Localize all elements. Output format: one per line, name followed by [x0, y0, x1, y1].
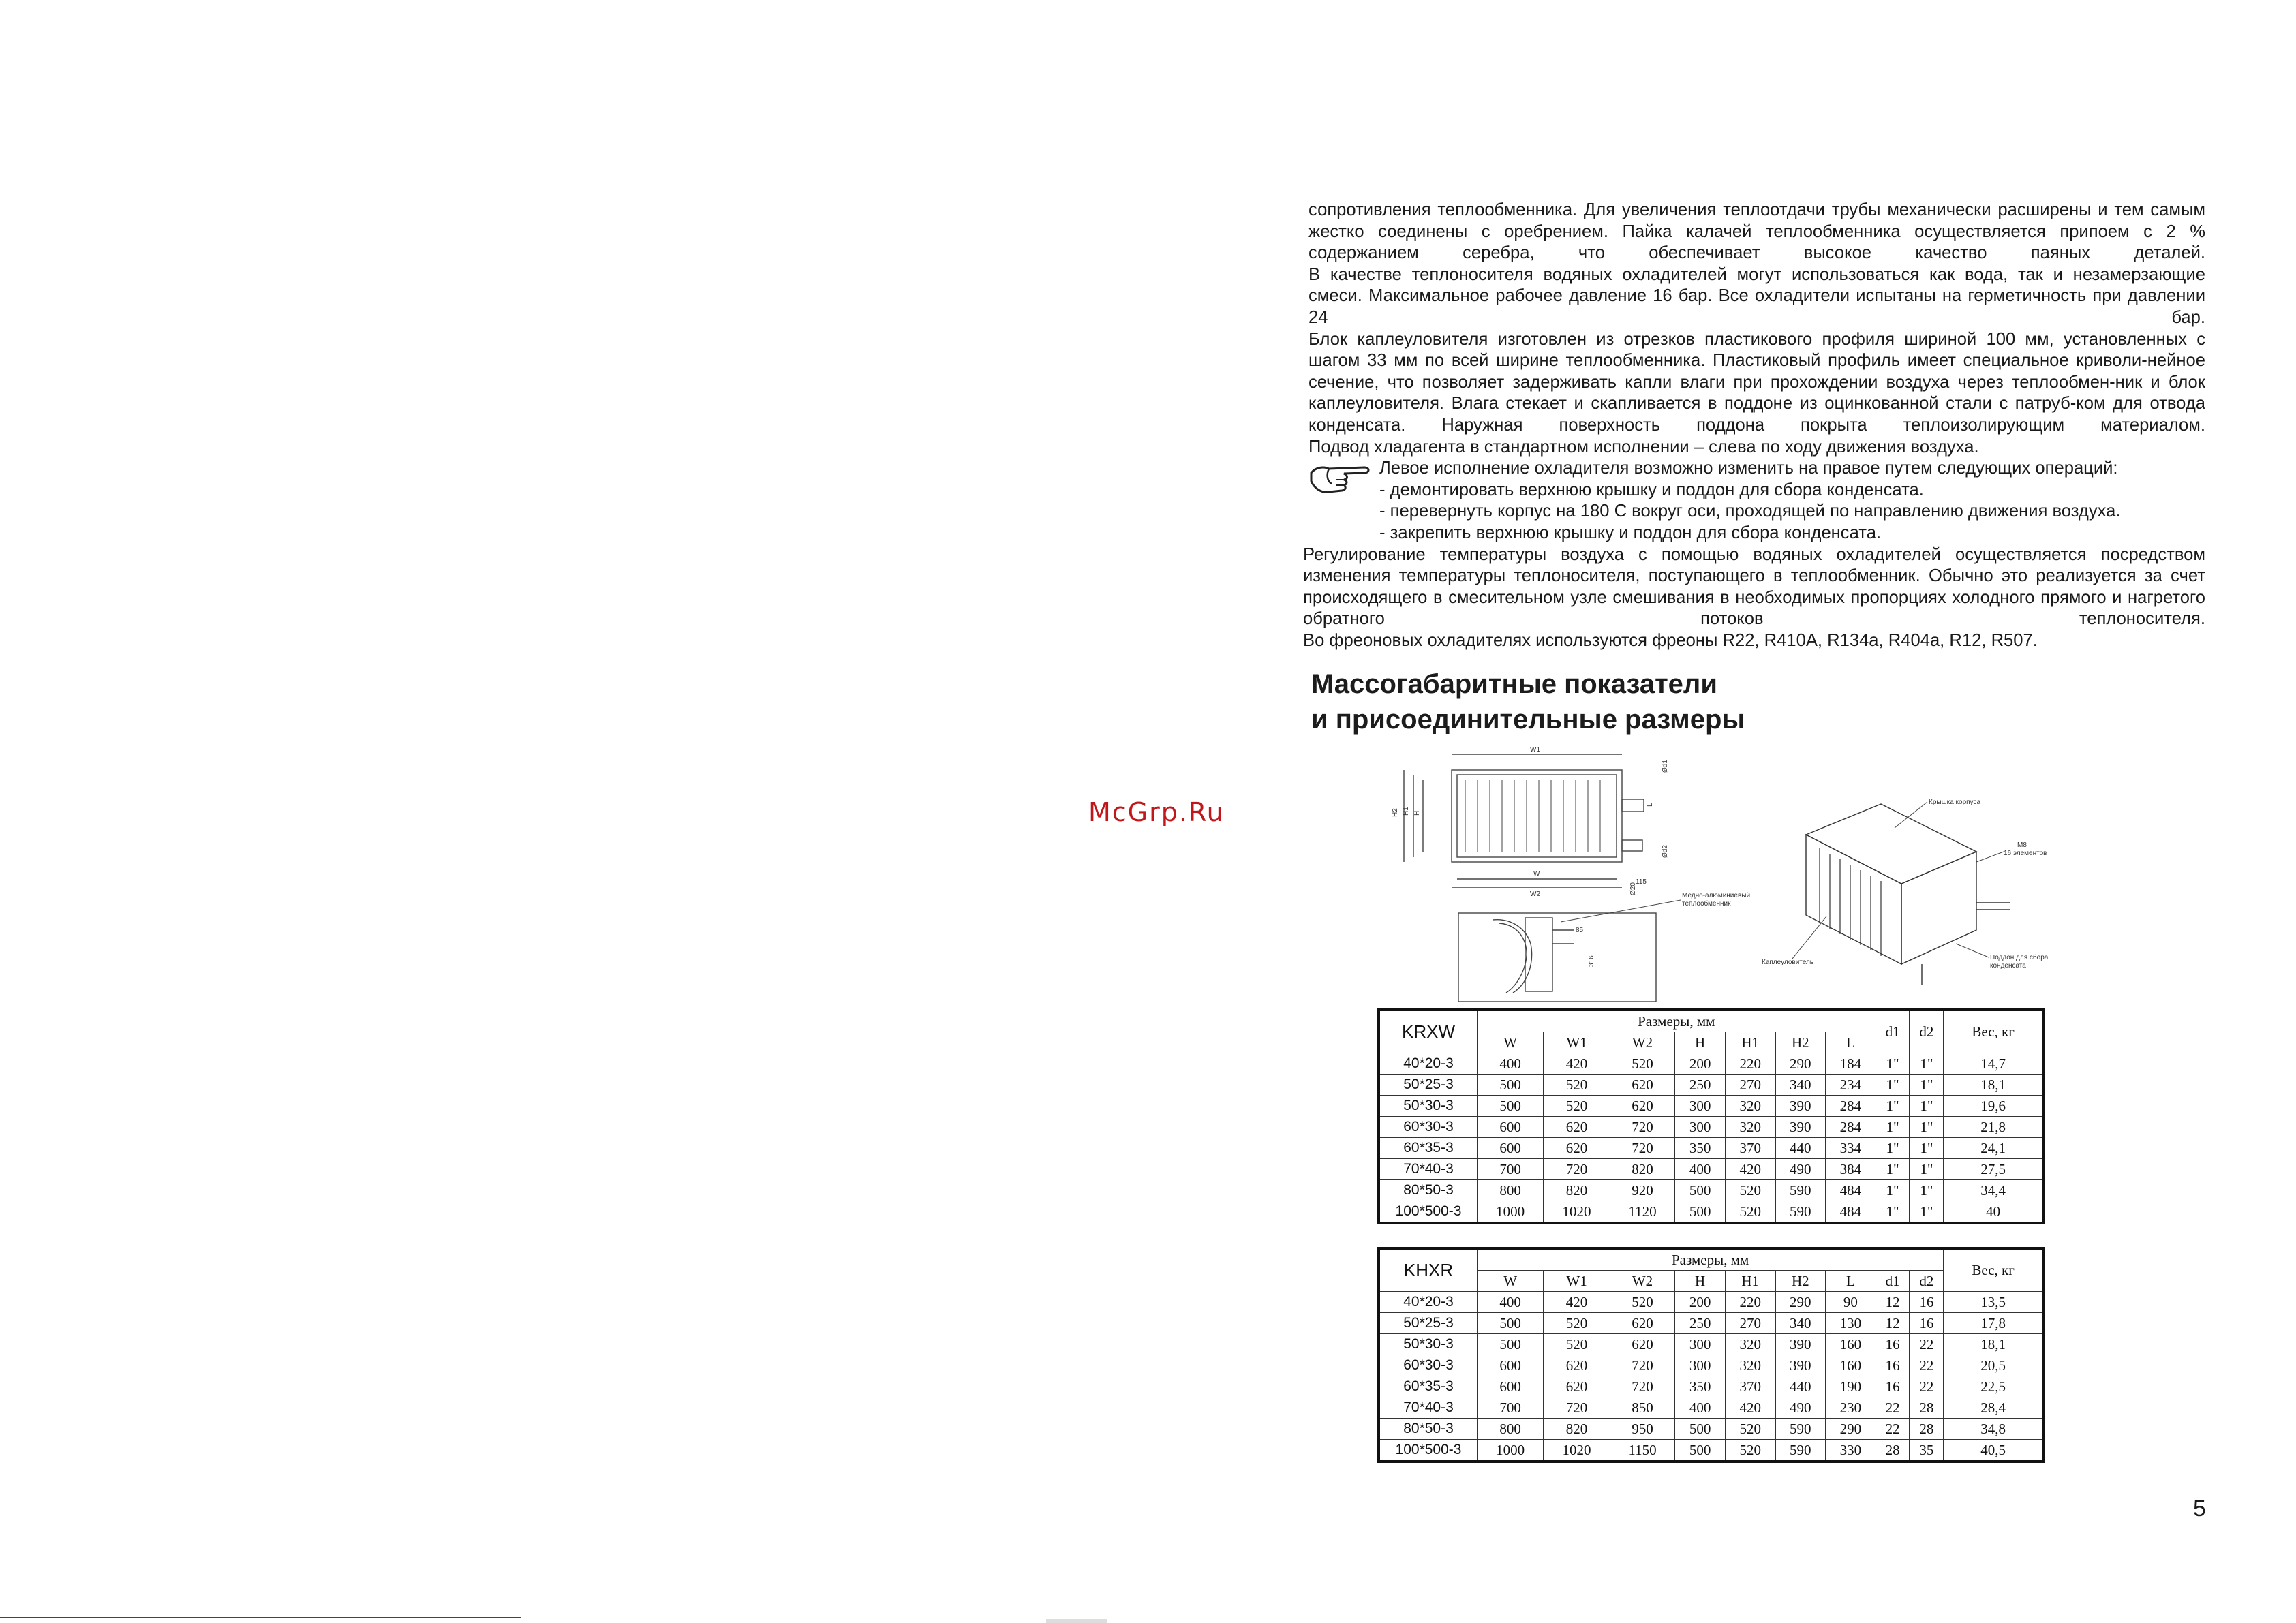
table-cell: 1" [1910, 1180, 1944, 1201]
table-cell: 350 [1675, 1376, 1726, 1397]
table-cell: 484 [1826, 1180, 1876, 1201]
table-cell: 400 [1478, 1292, 1544, 1313]
table-cell: 920 [1610, 1180, 1675, 1201]
table-cell: 1" [1876, 1138, 1910, 1159]
model-cell: 60*30-3 [1379, 1117, 1478, 1138]
paragraph: Регулирование температуры воздуха с помощью водяных охладителей осуществляется посредством изменения температуры теплоносителя, поступающего в теплообменник. Обычно это реализуется за счет происходящего в смесительном узле смешивания в необходимых пропорциях холодного прямого и нагретого обратного потоков теплоносителя. [1303, 544, 2205, 629]
table-cell: 850 [1610, 1397, 1675, 1419]
side-view [1458, 913, 1656, 1002]
table-cell: 340 [1775, 1075, 1826, 1096]
label-d2: Ød2 [1662, 845, 1669, 858]
table-cell: 16 [1876, 1355, 1910, 1376]
paragraph: Подвод хладагента в стандартном исполнении – слева по ходу движения воздуха. [1308, 437, 1979, 457]
table-row [1379, 1075, 2044, 1096]
table-cell: 500 [1675, 1440, 1726, 1462]
table-cell: 520 [1610, 1292, 1675, 1313]
column-header: H2 [1775, 1271, 1826, 1292]
table-cell: 720 [1610, 1117, 1675, 1138]
table-brand: KHXR [1379, 1248, 1478, 1292]
table-cell: 290 [1775, 1292, 1826, 1313]
column-header: d1 [1876, 1010, 1910, 1053]
table-cell: 220 [1725, 1292, 1775, 1313]
table-cell: 1" [1910, 1075, 1944, 1096]
page-number: 5 [2193, 1496, 2206, 1521]
table-cell: 250 [1675, 1313, 1726, 1334]
table-cell: 12 [1876, 1292, 1910, 1313]
table-cell: 620 [1610, 1075, 1675, 1096]
label-o20: Ø20 [1629, 882, 1637, 895]
table-cell: 130 [1826, 1313, 1876, 1334]
table-cell: 284 [1826, 1096, 1876, 1117]
table-cell: 18,1 [1944, 1075, 2044, 1096]
column-header: H1 [1725, 1032, 1775, 1053]
table-cell: 22 [1910, 1334, 1944, 1355]
table-cell: 390 [1775, 1117, 1826, 1138]
footer-rule [0, 1617, 521, 1618]
table-cell: 820 [1544, 1419, 1610, 1440]
table-cell: 1120 [1610, 1201, 1675, 1224]
column-header: Вес, кг [1944, 1248, 2044, 1292]
table-cell: 21,8 [1944, 1117, 2044, 1138]
front-view [1404, 754, 1644, 888]
table-cell: 370 [1725, 1138, 1775, 1159]
table-cell: 320 [1725, 1096, 1775, 1117]
table-cell: 820 [1610, 1159, 1675, 1180]
column-header: W2 [1610, 1271, 1675, 1292]
table-cell: 590 [1775, 1440, 1826, 1462]
model-cell: 50*25-3 [1379, 1075, 1478, 1096]
label-eliminator: Каплеуловитель [1762, 959, 1814, 966]
table-cell: 1" [1910, 1096, 1944, 1117]
table-cell: 500 [1478, 1096, 1544, 1117]
table-cell: 220 [1725, 1053, 1775, 1075]
table-cell: 440 [1775, 1138, 1826, 1159]
table-row [1379, 1053, 2044, 1075]
body-text [1303, 200, 2205, 651]
table-cell: 620 [1610, 1334, 1675, 1355]
column-header: H [1675, 1271, 1726, 1292]
table-cell: 22 [1910, 1355, 1944, 1376]
label-h: H [1413, 810, 1421, 816]
pointing-hand-icon [1308, 461, 1371, 497]
note-block [1308, 458, 2205, 544]
table-cell: 720 [1544, 1159, 1610, 1180]
table-cell: 620 [1544, 1117, 1610, 1138]
model-cell: 80*50-3 [1379, 1180, 1478, 1201]
heading-line: Массогабаритные показатели [1311, 669, 1717, 699]
table-cell: 390 [1775, 1334, 1826, 1355]
table-cell: 720 [1610, 1376, 1675, 1397]
column-header: L [1826, 1271, 1876, 1292]
table-cell: 40 [1944, 1201, 2044, 1224]
label-w1: W1 [1530, 746, 1540, 754]
table-cell: 28 [1876, 1440, 1910, 1462]
table-cell: 520 [1544, 1096, 1610, 1117]
table-cell: 320 [1725, 1117, 1775, 1138]
table-cell: 300 [1675, 1355, 1726, 1376]
khxr-table [1377, 1247, 2045, 1463]
model-cell: 80*50-3 [1379, 1419, 1478, 1440]
table-cell: 34,8 [1944, 1419, 2044, 1440]
table-cell: 800 [1478, 1419, 1544, 1440]
table-cell: 800 [1478, 1180, 1544, 1201]
table-cell: 490 [1775, 1397, 1826, 1419]
model-cell: 100*500-3 [1379, 1440, 1478, 1462]
table-cell: 1" [1876, 1096, 1910, 1117]
table-cell: 250 [1675, 1075, 1726, 1096]
table-cell: 720 [1610, 1138, 1675, 1159]
note-intro: Левое исполнение охладителя возможно изменить на правое путем следующих операций: [1379, 459, 2118, 478]
table-cell: 40,5 [1944, 1440, 2044, 1462]
column-header: W [1478, 1271, 1544, 1292]
table-cell: 1" [1910, 1138, 1944, 1159]
table-cell: 16 [1910, 1292, 1944, 1313]
table-row [1379, 1440, 2044, 1462]
label-cover: Крышка корпуса [1929, 799, 1981, 806]
table-cell: 34,4 [1944, 1180, 2044, 1201]
table-group-header: Размеры, мм [1478, 1010, 1876, 1032]
column-header: d2 [1910, 1010, 1944, 1053]
table-cell: 620 [1544, 1138, 1610, 1159]
column-header: W [1478, 1032, 1544, 1053]
table-cell: 300 [1675, 1117, 1726, 1138]
heading-line: и присоединительные размеры [1311, 705, 1745, 735]
note-step: - закрепить верхнюю крышку и поддон для сбора конденсата. [1379, 523, 1882, 542]
table-cell: 90 [1826, 1292, 1876, 1313]
table-cell: 600 [1478, 1355, 1544, 1376]
table-cell: 400 [1675, 1159, 1726, 1180]
table-cell: 1000 [1478, 1201, 1544, 1224]
table-cell: 820 [1544, 1180, 1610, 1201]
model-cell: 100*500-3 [1379, 1201, 1478, 1224]
table-row [1379, 1419, 2044, 1440]
table-row [1379, 1180, 2044, 1201]
label-h2: H2 [1392, 808, 1399, 817]
column-header: d1 [1876, 1271, 1910, 1292]
label-l: L [1647, 803, 1654, 807]
column-header: H [1675, 1032, 1726, 1053]
table-cell: 27,5 [1944, 1159, 2044, 1180]
table-cell: 1" [1876, 1180, 1910, 1201]
table-cell: 440 [1775, 1376, 1826, 1397]
table-row [1379, 1138, 2044, 1159]
table-row [1379, 1376, 2044, 1397]
model-cell: 40*20-3 [1379, 1292, 1478, 1313]
table-cell: 1" [1910, 1201, 1944, 1224]
note-step: - демонтировать верхнюю крышку и поддон для сбора конденсата. [1379, 480, 1924, 499]
table-cell: 620 [1610, 1096, 1675, 1117]
table-cell: 12 [1876, 1313, 1910, 1334]
table-cell: 270 [1725, 1075, 1775, 1096]
table-cell: 35 [1910, 1440, 1944, 1462]
table-cell: 400 [1675, 1397, 1726, 1419]
table-cell: 184 [1826, 1053, 1876, 1075]
table-cell: 334 [1826, 1138, 1876, 1159]
label-m8: М8 [2017, 841, 2027, 849]
table-cell: 490 [1775, 1159, 1826, 1180]
table-cell: 230 [1826, 1397, 1876, 1419]
label-hex: Медно-алюминиевый [1682, 892, 1751, 899]
table-brand: KRXW [1379, 1010, 1478, 1053]
table-cell: 620 [1544, 1355, 1610, 1376]
model-cell: 70*40-3 [1379, 1159, 1478, 1180]
table-cell: 1150 [1610, 1440, 1675, 1462]
table-cell: 1000 [1478, 1440, 1544, 1462]
table-cell: 590 [1775, 1419, 1826, 1440]
table-row [1379, 1159, 2044, 1180]
model-cell: 60*35-3 [1379, 1376, 1478, 1397]
table-cell: 160 [1826, 1334, 1876, 1355]
table-cell: 620 [1544, 1376, 1610, 1397]
model-cell: 50*25-3 [1379, 1313, 1478, 1334]
table-row [1379, 1397, 2044, 1419]
table-cell: 22 [1876, 1419, 1910, 1440]
table-cell: 28 [1910, 1419, 1944, 1440]
table-cell: 700 [1478, 1159, 1544, 1180]
model-cell: 70*40-3 [1379, 1397, 1478, 1419]
table-row [1379, 1201, 2044, 1224]
table-cell: 1" [1876, 1075, 1910, 1096]
column-header: L [1826, 1032, 1876, 1053]
model-cell: 60*30-3 [1379, 1355, 1478, 1376]
table-cell: 384 [1826, 1159, 1876, 1180]
table-cell: 1" [1910, 1053, 1944, 1075]
paragraph: Во фреоновых охладителях используются фреоны R22, R410A, R134a, R404a, R12, R507. [1303, 630, 2038, 650]
table-cell: 420 [1544, 1053, 1610, 1075]
column-header: d2 [1910, 1271, 1944, 1292]
table-cell: 500 [1478, 1313, 1544, 1334]
table-row [1379, 1313, 2044, 1334]
label-m8-count: 16 элементов [2004, 850, 2047, 857]
table-cell: 20,5 [1944, 1355, 2044, 1376]
table-cell: 720 [1610, 1355, 1675, 1376]
table-cell: 300 [1675, 1334, 1726, 1355]
table-cell: 1" [1876, 1159, 1910, 1180]
table-row [1379, 1117, 2044, 1138]
table-cell: 520 [1725, 1440, 1775, 1462]
table-cell: 200 [1675, 1053, 1726, 1075]
table-cell: 320 [1725, 1334, 1775, 1355]
dimension-drawing [1390, 739, 2058, 1005]
table-cell: 14,7 [1944, 1053, 2044, 1075]
table-cell: 1" [1876, 1117, 1910, 1138]
label-115: 115 [1636, 878, 1647, 886]
table-cell: 420 [1544, 1292, 1610, 1313]
paragraph: сопротивления теплообменника. Для увеличения теплоотдачи трубы механически расширены и тем самым жестко соединены с оребрением. Пайка калачей теплообменника осуществляется припоем с 2 % содержанием серебра, что обеспечивает высокое качество паяных деталей. [1308, 200, 2205, 263]
table-cell: 350 [1675, 1138, 1726, 1159]
table-cell: 1" [1876, 1201, 1910, 1224]
table-row [1379, 1096, 2044, 1117]
table-cell: 17,8 [1944, 1313, 2044, 1334]
table-cell: 370 [1725, 1376, 1775, 1397]
table-cell: 420 [1725, 1397, 1775, 1419]
table-cell: 1" [1876, 1053, 1910, 1075]
column-header: W1 [1544, 1271, 1610, 1292]
table-cell: 19,6 [1944, 1096, 2044, 1117]
table-cell: 520 [1544, 1334, 1610, 1355]
table-cell: 16 [1910, 1313, 1944, 1334]
table-cell: 520 [1725, 1180, 1775, 1201]
label-tray: Поддон для сбора [1990, 954, 2049, 961]
table-cell: 600 [1478, 1376, 1544, 1397]
model-cell: 50*30-3 [1379, 1334, 1478, 1355]
table-cell: 16 [1876, 1334, 1910, 1355]
table-cell: 300 [1675, 1096, 1726, 1117]
table-cell: 22,5 [1944, 1376, 2044, 1397]
isometric-view [1806, 804, 2010, 985]
table-cell: 290 [1826, 1419, 1876, 1440]
label-hex2: теплообменник [1682, 900, 1731, 908]
table-cell: 600 [1478, 1117, 1544, 1138]
model-cell: 60*35-3 [1379, 1138, 1478, 1159]
table-cell: 13,5 [1944, 1292, 2044, 1313]
table-cell: 390 [1775, 1355, 1826, 1376]
table-cell: 16 [1876, 1376, 1910, 1397]
column-header: Вес, кг [1944, 1010, 2044, 1053]
table-cell: 420 [1725, 1159, 1775, 1180]
table-cell: 330 [1826, 1440, 1876, 1462]
table-cell: 400 [1478, 1053, 1544, 1075]
table-cell: 950 [1610, 1419, 1675, 1440]
table-cell: 600 [1478, 1138, 1544, 1159]
table-cell: 520 [1544, 1313, 1610, 1334]
label-85: 85 [1576, 927, 1584, 934]
table-cell: 290 [1775, 1053, 1826, 1075]
table-cell: 22 [1876, 1397, 1910, 1419]
table-cell: 500 [1675, 1419, 1726, 1440]
table-cell: 200 [1675, 1292, 1726, 1313]
table-row [1379, 1355, 2044, 1376]
column-header: H2 [1775, 1032, 1826, 1053]
table-cell: 24,1 [1944, 1138, 2044, 1159]
label-d1: Ød1 [1662, 760, 1669, 773]
table-cell: 520 [1725, 1201, 1775, 1224]
table-cell: 1" [1910, 1117, 1944, 1138]
table-cell: 320 [1725, 1355, 1775, 1376]
table-group-header: Размеры, мм [1478, 1248, 1944, 1271]
paragraph: В качестве теплоносителя водяных охладителей могут использоваться как вода, так и незамерзающие смеси. Максимальное рабочее давление 16 бар. Все охладители испытаны на герметичность при давлении 24 бар. [1308, 264, 2205, 327]
note-step: - перевернуть корпус на 180 С вокруг оси, проходящей по направлению движения воздуха. [1379, 501, 2121, 521]
table-cell: 500 [1675, 1201, 1726, 1224]
table-cell: 284 [1826, 1117, 1876, 1138]
table-row [1379, 1292, 2044, 1313]
table-cell: 484 [1826, 1201, 1876, 1224]
watermark: McGrp.Ru [1088, 797, 1225, 827]
table-cell: 520 [1610, 1053, 1675, 1075]
column-header: H1 [1725, 1271, 1775, 1292]
paragraph: Блок каплеуловителя изготовлен из отрезков пластикового профиля шириной 100 мм, установленных с шагом 33 мм по всей ширине теплообменника. Пластиковый профиль имеет специальное криволи-нейное сечение, что позволяет задерживать капли влаги при прохождении воздуха через теплообмен-ник и блок каплеуловителя. Влага стекает и скапливается в поддоне из оцинкованной стали с патруб-ком для отвода конденсата. Наружная поверхность поддона покрыта теплоизолирующим материалом. [1308, 329, 2205, 435]
table-cell: 160 [1826, 1355, 1876, 1376]
table-row [1379, 1334, 2044, 1355]
table-cell: 500 [1478, 1075, 1544, 1096]
table-cell: 390 [1775, 1096, 1826, 1117]
section-heading [1311, 666, 1745, 737]
table-cell: 270 [1725, 1313, 1775, 1334]
label-w2: W2 [1530, 891, 1540, 898]
table-cell: 340 [1775, 1313, 1826, 1334]
table-cell: 18,1 [1944, 1334, 2044, 1355]
table-cell: 720 [1544, 1397, 1610, 1419]
table-cell: 28,4 [1944, 1397, 2044, 1419]
label-h1: H1 [1403, 807, 1410, 816]
table-cell: 520 [1725, 1419, 1775, 1440]
table-cell: 500 [1675, 1180, 1726, 1201]
table-cell: 190 [1826, 1376, 1876, 1397]
table-cell: 1" [1910, 1159, 1944, 1180]
table-cell: 1020 [1544, 1440, 1610, 1462]
label-w: W [1533, 870, 1540, 878]
column-header: W2 [1610, 1032, 1675, 1053]
column-header: W1 [1544, 1032, 1610, 1053]
model-cell: 40*20-3 [1379, 1053, 1478, 1075]
table-cell: 500 [1478, 1334, 1544, 1355]
table-cell: 700 [1478, 1397, 1544, 1419]
table-cell: 590 [1775, 1201, 1826, 1224]
table-cell: 620 [1610, 1313, 1675, 1334]
table-cell: 234 [1826, 1075, 1876, 1096]
footer-mark [1046, 1619, 1107, 1623]
table-cell: 1020 [1544, 1201, 1610, 1224]
label-316: 316 [1588, 955, 1595, 967]
table-cell: 520 [1544, 1075, 1610, 1096]
table-cell: 28 [1910, 1397, 1944, 1419]
model-cell: 50*30-3 [1379, 1096, 1478, 1117]
table-cell: 22 [1910, 1376, 1944, 1397]
label-tray2: конденсата [1990, 962, 2026, 970]
krxw-table [1377, 1008, 2045, 1224]
table-cell: 590 [1775, 1180, 1826, 1201]
